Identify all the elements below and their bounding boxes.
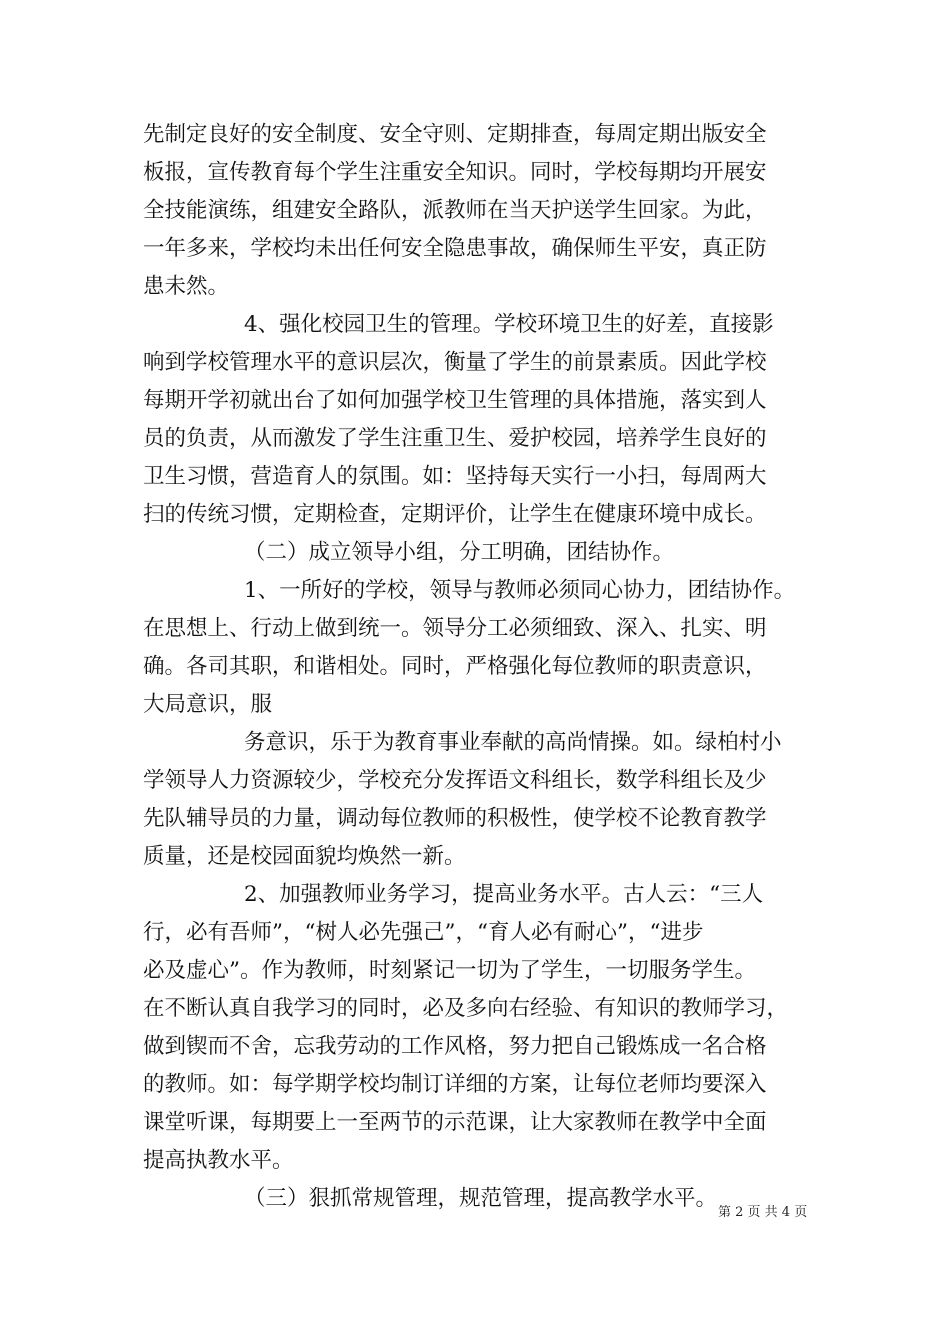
text-line: 先队辅导员的力量，调动每位教师的积极性，使学校不论教育教学 — [143, 806, 767, 831]
text-line: 在不断认真自我学习的同时，必及多向右经验、有知识的教师学习， — [143, 996, 789, 1021]
text-line: 大局意识，服 — [143, 692, 273, 717]
text-line: 在思想上、行动上做到统一。领导分工必须细致、深入、扎实、明 — [143, 616, 767, 641]
text-line: 1、一所好的学校，领导与教师必须同心协力，团结协作。 — [244, 578, 796, 603]
text-line: 全技能演练，组建安全路队，派教师在当天护送学生回家。为此， — [143, 198, 767, 223]
text-line: 行，必有吾师”，“树人必先强己”，“育人必有耐心”，“进步 — [143, 920, 704, 945]
text-line: 提高执教水平。 — [143, 1148, 294, 1173]
text-line: 先制定良好的安全制度、安全守则、定期排查，每周定期出版安全 — [143, 122, 767, 147]
text-line: 做到锲而不舍，忘我劳动的工作风格，努力把自己锻炼成一名合格 — [143, 1034, 767, 1059]
text-line: 学领导人力资源较少，学校充分发挥语文科组长，数学科组长及少 — [143, 768, 767, 793]
text-line: 课堂听课，每期要上一至两节的示范课，让大家教师在教学中全面 — [143, 1110, 767, 1135]
text-line: 4、强化校园卫生的管理。学校环境卫生的好差，直接影 — [244, 312, 774, 337]
text-line: 每期开学初就出台了如何加强学校卫生管理的具体措施，落实到人 — [143, 388, 767, 413]
text-line: 的教师。如：每学期学校均制订详细的方案，让每位老师均要深入 — [143, 1072, 767, 1097]
section-heading: （三）狠抓常规管理，规范管理，提高教学水平。 — [244, 1186, 718, 1211]
text-line: 必及虚心”。作为教师，时刻紧记一切为了学生，一切服务学生。 — [143, 958, 756, 983]
text-line: 响到学校管理水平的意识层次，衡量了学生的前景素质。因此学校 — [143, 350, 767, 375]
text-line: 2、加强教师业务学习，提高业务水平。古人云：“三人 — [244, 882, 764, 907]
section-heading: （二）成立领导小组，分工明确，团结协作。 — [244, 540, 675, 565]
text-line: 质量，还是校园面貌均焕然一新。 — [143, 844, 466, 869]
text-line: 务意识，乐于为教育事业奉献的高尚情操。如。绿柏村小 — [244, 730, 782, 755]
text-line: 扫的传统习惯，定期检查，定期评价，让学生在健康环境中成长。 — [143, 502, 767, 527]
text-line: 确。各司其职，和谐相处。同时，严格强化每位教师的职责意识， — [143, 654, 767, 679]
text-line: 员的负责，从而激发了学生注重卫生、爱护校园，培养学生良好的 — [143, 426, 767, 451]
text-line: 卫生习惯，营造育人的氛围。如：坚持每天实行一小扫，每周两大 — [143, 464, 767, 489]
page-number: 第 2 页 共 4 页 — [718, 1205, 808, 1220]
text-line: 一年多来，学校均未出任何安全隐患事故，确保师生平安，真正防 — [143, 236, 767, 261]
text-line: 板报，宣传教育每个学生注重安全知识。同时，学校每期均开展安 — [143, 160, 767, 185]
text-line: 患未然。 — [143, 274, 230, 299]
